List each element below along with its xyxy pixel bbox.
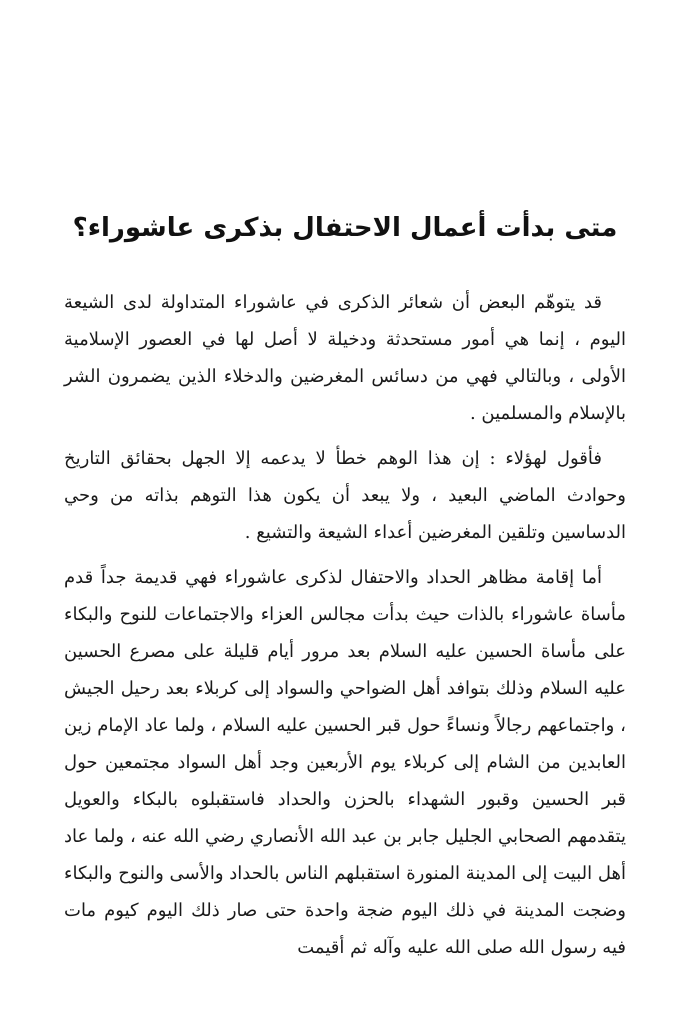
page-title: متى بدأت أعمال الاحتفال بذكرى عاشوراء؟ xyxy=(72,213,618,243)
paragraph-1: قد يتوهّم البعض أن شعائر الذكرى في عاشوراء المتداولة لدى الشيعة اليوم ، إنما هي أمور مستحدثة ودخيلة لا أصل لها في العصور الإسلامية الأولى ، وبالتالي فهي من دسائس المغرضين والدخلاء الذين يضمرون الشر بالإسلام والمسلمين . xyxy=(64,292,626,424)
paragraph-2: فأقول لهؤلاء : إن هذا الوهم خطأ لا يدعمه إلا الجهل بحقائق التاريخ وحوادث الماضي البعيد ، ولا يبعد أن يكون هذا التوهم بذاته من وحي الدساسين وتلقين المغرضين أعداء الشيعة والتشيع . xyxy=(64,448,626,543)
body-text xyxy=(64,284,626,972)
paragraph-3: أما إقامة مظاهر الحداد والاحتفال لذكرى عاشوراء فهي قديمة جداً قدم مأساة عاشوراء بالذات حيث بدأت مجالس العزاء والاجتماعات للنوح والبكاء على مأساة الحسين عليه السلام بعد مرور أيام قليلة على مصرع الحسين عليه السلام وذلك بتوافد أهل الضواحي والسواد إلى كربلاء بعد رحيل الجيش ، واجتماعهم رجالاً ونساءً حول قبر الحسين عليه السلام ، ولما عاد الإمام زين العابدين من الشام إلى كربلاء يوم الأربعين وجد أهل السواد مجتمعين حول قبر الحسين وقبور الشهداء بالحزن والحداد فاستقبلوه بالبكاء والعويل يتقدمهم الصحابي الجليل جابر بن عبد الله الأنصاري رضي الله عنه ، ولما عاد أهل البيت إلى المدينة المنورة استقبلهم الناس بالحداد والأسى والنوح والبكاء وضجت المدينة في ذلك اليوم ضجة واحدة حتى صار ذلك اليوم كيوم مات فيه رسول الله صلى الله عليه وآله ثم أقيمت xyxy=(64,567,626,958)
